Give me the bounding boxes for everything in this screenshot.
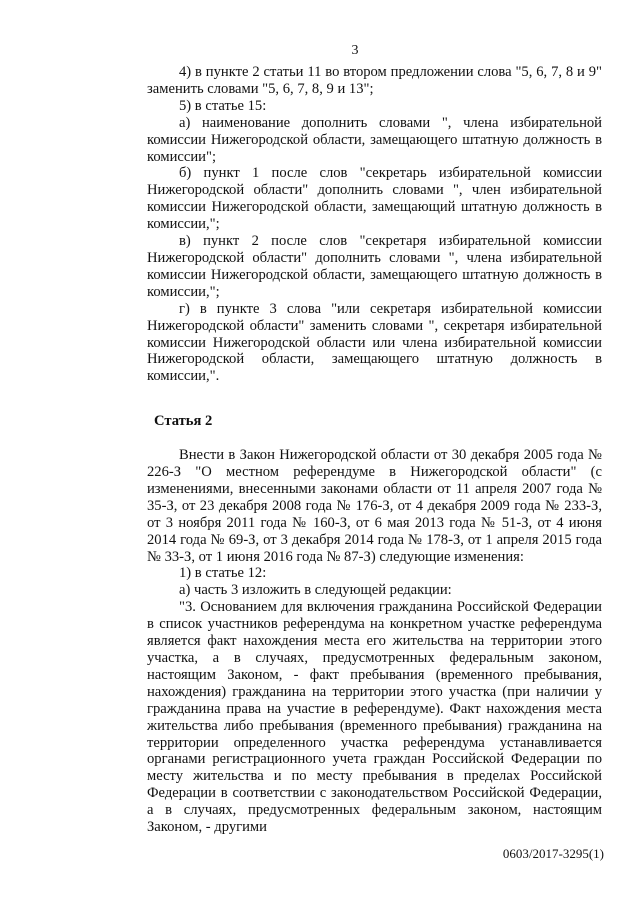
article2-item-1a: а) часть 3 изложить в следующей редакции: [179,582,452,599]
page-number: 3 [351,43,359,58]
paragraph-item-5a: а) наименование дополнить словами ", члена избирательной комиссии Нижегородской области, замещающего штатную должность в комиссии"; [147,114,602,165]
article2-item-1: 1) в статье 12: [179,565,267,582]
paragraph-item-4: 4) в пункте 2 статьи 11 во втором предложении слова "5, 6, 7, 8 и 9" заменить словами "5, 6, 7, 8, 9 и 13"; [147,64,602,97]
document-registration-code: 0603/2017-3295(1) [502,846,604,861]
paragraph-item-5: 5) в статье 15: [179,97,267,114]
document-body [147,64,602,836]
article2-quoted-text: "3. Основанием для включения гражданина Российской Федерации в список участников референдума на конкретном участке референдума является факт нахождения места его жительства на территории этого участка, а в случаях, предусмотренных федеральным законом, настоящим Законом, - факт пребывания (временного пребывания, нахождения) гражданина на территории этого участка (при наличии у гражданина права на участие в референдуме). Факт нахождения места жительства либо пребывания (временного пребывания) гражданина на территории определенного участка референдума устанавливается органами регистрационного учета граждан Российской Федерации по месту жительства и по месту пребывания в пределах Российской Федерации в соответствии с законодательством Российской Федерации, а в случаях, предусмотренных федеральным законом, настоящим Законом, - другими [147,599,602,836]
article2-intro: Внести в Закон Нижегородской области от 30 декабря 2005 года № 226-З "О местном референдуме в Нижегородской области" (с изменениями, внесенными законами области от 11 апреля 2007 года № 35-З, от 23 декабря 2008 года № 176-З, от 4 декабря 2009 года № 233-З, от 3 ноября 2011 года № 160-З, от 6 мая 2013 года № 51-З, от 4 июня 2014 года № 69-З, от 3 декабря 2014 года № 178-З, от 1 апреля 2015 года № 33-З, от 1 июня 2016 года № 87-З) следующие изменения: [147,447,602,565]
paragraph-item-5v: в) пункт 2 после слов "секретаря избирательной комиссии Нижегородской области" дополнить словами ", члена избирательной комиссии Нижегородской области, замещающего штатную должность в комиссии,"; [147,233,602,300]
paragraph-item-5g: г) в пункте 3 слова "или секретаря избирательной комиссии Нижегородской области" заменить словами ", секретаря избирательной комиссии Нижегородской области или члена избирательной комиссии Нижегородской области, замещающего штатную должность в комиссии,". [147,300,602,385]
article-heading: Статья 2 [154,413,213,430]
paragraph-item-5b: б) пункт 1 после слов "секретарь избирательной комиссии Нижегородской области" дополнить словами ", член избирательной комиссии Нижегородской области, замещающий штатную должность в комиссии,"; [147,165,602,233]
